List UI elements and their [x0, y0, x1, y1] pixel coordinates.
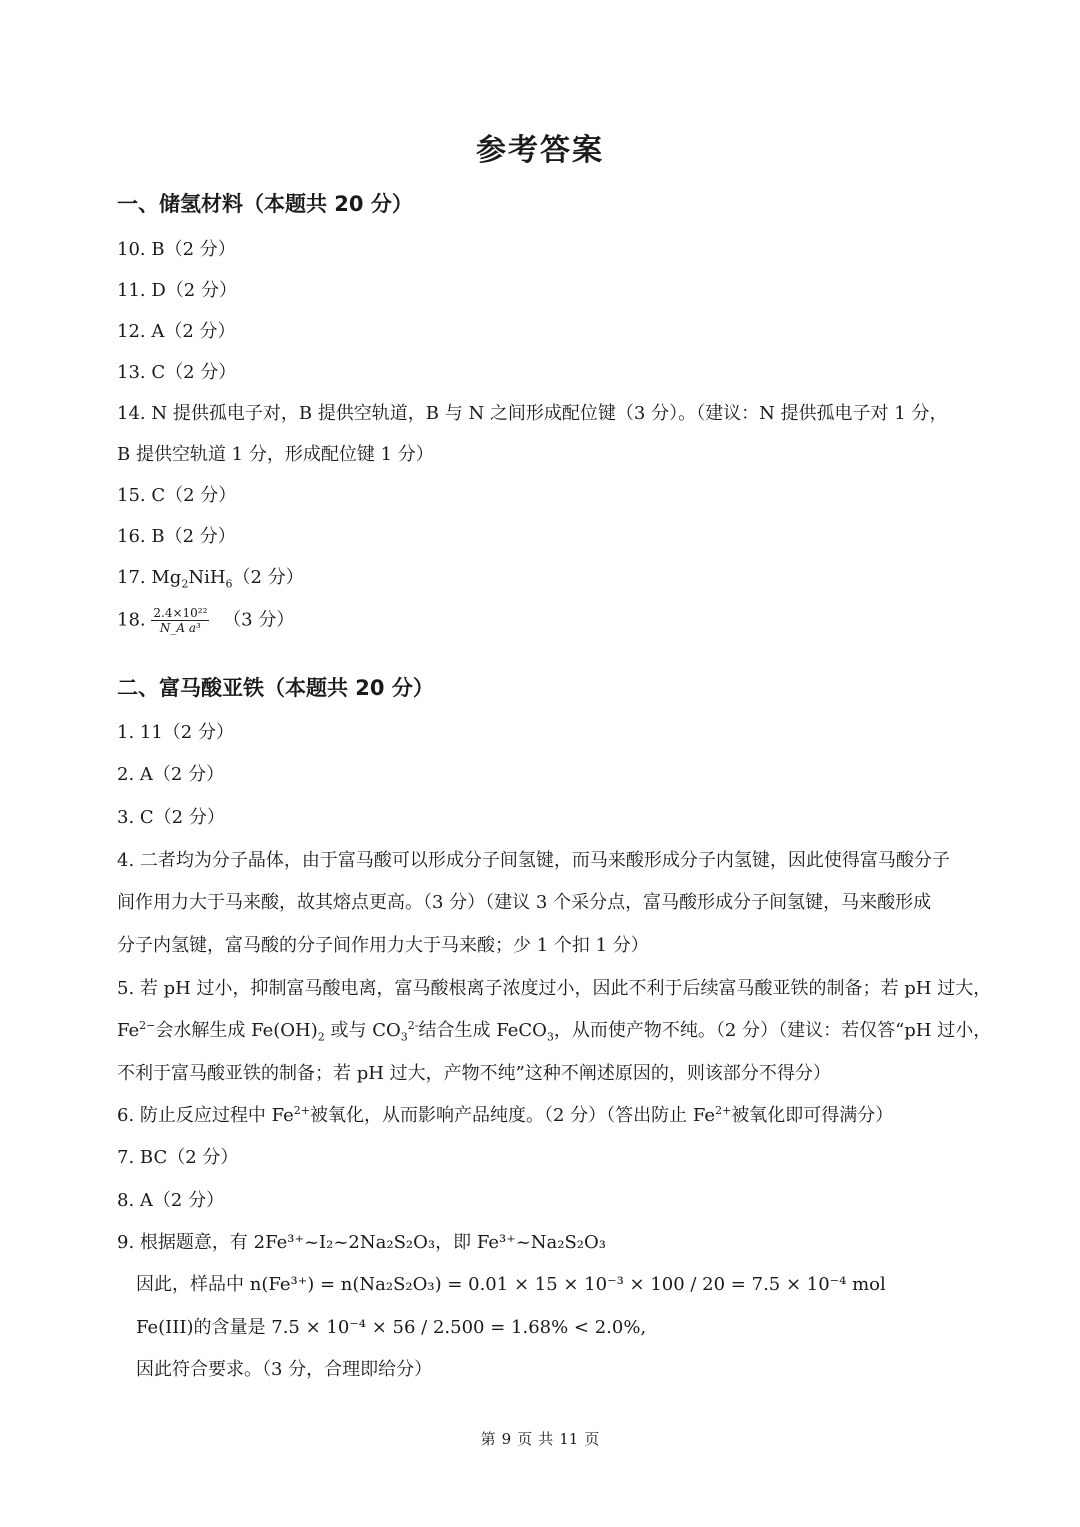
section-heading-hydrogen-storage: 一、储氢材料（本题共 20 分） — [117, 192, 413, 216]
answer-3: 3. C（2 分） — [117, 807, 225, 828]
answer-8: 8. A（2 分） — [117, 1190, 225, 1211]
answer-4-line2: 间作用力大于马来酸，故其熔点更高。（3 分）（建议 3 个采分点，富马酸形成分子间氢键，马来酸形成 — [117, 892, 932, 913]
answer-4-line3: 分子内氢键，富马酸的分子间作用力大于马来酸；少 1 个扣 1 分） — [117, 935, 649, 956]
answer-2: 2. A（2 分） — [117, 764, 225, 785]
answer-11: 11. D（2 分） — [117, 280, 237, 301]
answer-14-line2: B 提供空轨道 1 分，形成配位键 1 分） — [117, 444, 434, 465]
answer-5-line2: $Fe^{2-}$会水解生成 $Fe(OH)_2$ 或与 $CO_3^{2-}$结合生成 FeCO$_3$，从而使产物不纯。（2 分）（建议：若仅答“pH 过小， — [117, 1019, 992, 1044]
answer-15: 15. C（2 分） — [117, 485, 237, 506]
answer-17: 17. $Mg_2NiH_6(2$ 分） — [117, 567, 304, 591]
answer-14-line1: 14. N 提供孤电子对，B 提供空轨道，B 与 N 之间形成配位键（3 分）。（建议：N 提供孤电子对 1 分， — [117, 403, 948, 424]
section-heading-ferrous-fumarate: 二、富马酸亚铁（本题共 20 分） — [117, 676, 434, 700]
answer-1: 1. 11（2 分） — [117, 722, 234, 743]
answer-7: 7. BC（2 分） — [117, 1147, 239, 1168]
answer-9-line2: 因此，样品中 n(Fe³⁺) = n(Na₂S₂O₃) = 0.01 × 15 × 10⁻³ × 100 / 20 = 7.5 × 10⁻⁴ mol — [136, 1274, 886, 1295]
answer-5-line3: 不利于富马酸亚铁的制备；若 pH 过大，产物不纯”这种不阐述原因的，则该部分不得分） — [117, 1063, 831, 1084]
answer-6: 6. 防止反应过程中 $Fe^{2+}$被氧化，从而影响产品纯度。（2 分）（答出防止 $Fe^{2+}$被氧化即可得满分） — [117, 1104, 894, 1126]
answer-18: 18. $\frac{\text{2.4×10²²}}{\text{N\_A a³}}$ （3 分） — [117, 606, 295, 635]
answer-12: 12. A（2 分） — [117, 321, 236, 342]
answer-13: 13. C（2 分） — [117, 362, 237, 383]
fraction: $\frac{\text{2.4×10²²}}{\text{N\_A a³}}$ — [153, 606, 208, 635]
answer-16: 16. B（2 分） — [117, 526, 236, 547]
answer-10: 10. B（2 分） — [117, 239, 236, 260]
answer-5-line1: 5. 若 pH 过小，抑制富马酸电离，富马酸根离子浓度过小，因此不利于后续富马酸亚铁的制备；若 pH 过大， — [117, 978, 992, 999]
answer-9-line4: 因此符合要求。（3 分，合理即给分） — [136, 1359, 433, 1380]
page-title: 参考答案 — [476, 133, 604, 168]
answer-9-line3: Fe(III)的含量是 7.5 × 10⁻⁴ × 56 / 2.500 = 1.68% < 2.0%, — [136, 1317, 647, 1338]
answer-9-line1: 9. 根据题意，有 2Fe³⁺~I₂~2Na₂S₂O₃，即 Fe³⁺~Na₂S₂O₃ — [117, 1232, 606, 1253]
answer-4-line1: 4. 二者均为分子晶体，由于富马酸可以形成分子间氢键，而马来酸形成分子内氢键，因此使得富马酸分子 — [117, 850, 950, 871]
page-footer: 第 9 页 共 11 页 — [480, 1430, 600, 1448]
